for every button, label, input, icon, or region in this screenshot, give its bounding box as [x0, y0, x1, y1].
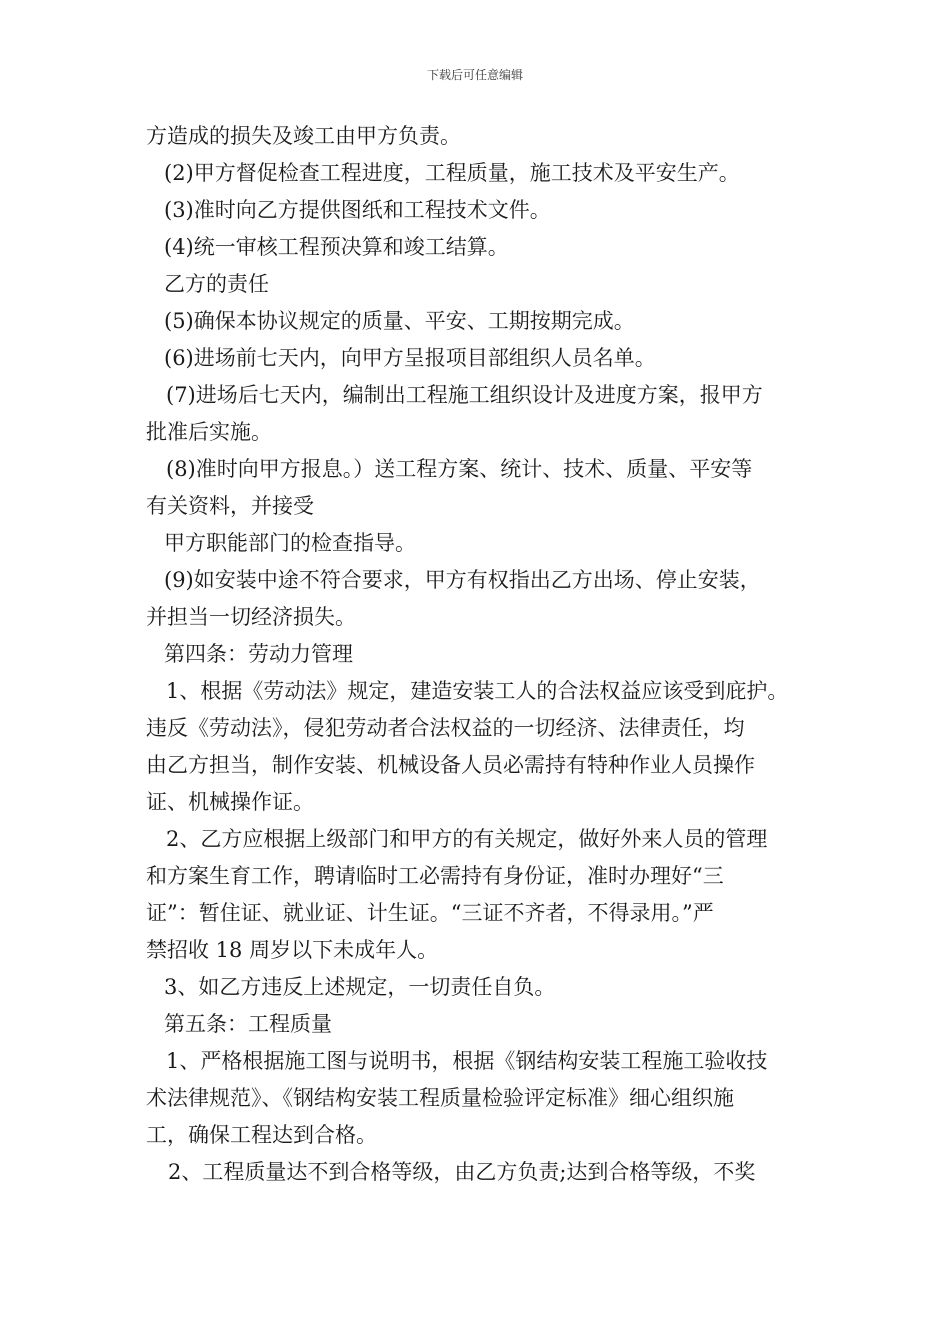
text-line: (6)进场前七天内，向甲方呈报项目部组织人员名单。	[164, 346, 656, 370]
text-line: 2、乙方应根据上级部门和甲方的有关规定，做好外来人员的管理	[166, 827, 768, 851]
page-header: 下载后可任意编辑	[426, 68, 523, 82]
text-line: (4)统一审核工程预决算和竣工结算。	[164, 235, 509, 259]
text-line: 有关资料，并接受	[146, 494, 314, 518]
text-line: (5)确保本协议规定的质量、平安、工期按期完成。	[164, 309, 635, 333]
text-line: 第五条：工程质量	[164, 1012, 332, 1036]
text-line: (8)准时向甲方报息。）送工程方案、统计、技术、质量、平安等	[166, 457, 753, 481]
text-line: 由乙方担当，制作安装、机械设备人员必需持有特种作业人员操作	[146, 753, 755, 777]
text-line: 1、严格根据施工图与说明书，根据《钢结构安装工程施工验收技	[166, 1049, 768, 1073]
text-line: 乙方的责任	[164, 272, 269, 296]
text-line: (9)如安装中途不符合要求，甲方有权指出乙方出场、停止安装，	[164, 568, 761, 592]
text-line: 和方案生育工作，聘请临时工必需持有身份证，准时办理好“三	[146, 864, 724, 888]
text-line: 方造成的损失及竣工由甲方负责。	[146, 124, 461, 148]
text-line: 第四条：劳动力管理	[164, 642, 353, 666]
text-line: 证”：暂住证、就业证、计生证。“三证不齐者，不得录用。”严	[146, 901, 714, 925]
text-line: (3)准时向乙方提供图纸和工程技术文件。	[164, 198, 551, 222]
text-line: (7)进场后七天内，编制出工程施工组织设计及进度方案，报甲方	[166, 383, 763, 407]
text-line: 批准后实施。	[146, 420, 272, 444]
text-line: 3、如乙方违反上述规定，一切责任自负。	[164, 975, 556, 999]
text-line: 术法律规范》、《钢结构安装工程质量检验评定标准》细心组织施	[146, 1086, 734, 1110]
document-body	[146, 118, 816, 1191]
text-line: 2、工程质量达不到合格等级，由乙方负责;达到合格等级，不奖	[168, 1160, 756, 1184]
text-line: 证、机械操作证。	[146, 790, 314, 814]
text-line: 工，确保工程达到合格。	[146, 1123, 377, 1147]
text-line: (2)甲方督促检查工程进度，工程质量，施工技术及平安生产。	[164, 161, 740, 185]
text-line: 甲方职能部门的检查指导。	[164, 531, 416, 555]
text-line: 1、根据《劳动法》规定，建造安装工人的合法权益应该受到庇护。	[166, 679, 789, 703]
text-line: 并担当一切经济损失。	[146, 605, 356, 629]
text-line: 违反《劳动法》，侵犯劳动者合法权益的一切经济、法律责任，均	[146, 716, 745, 740]
text-line: 禁招收 18 周岁以下未成年人。	[146, 938, 439, 962]
